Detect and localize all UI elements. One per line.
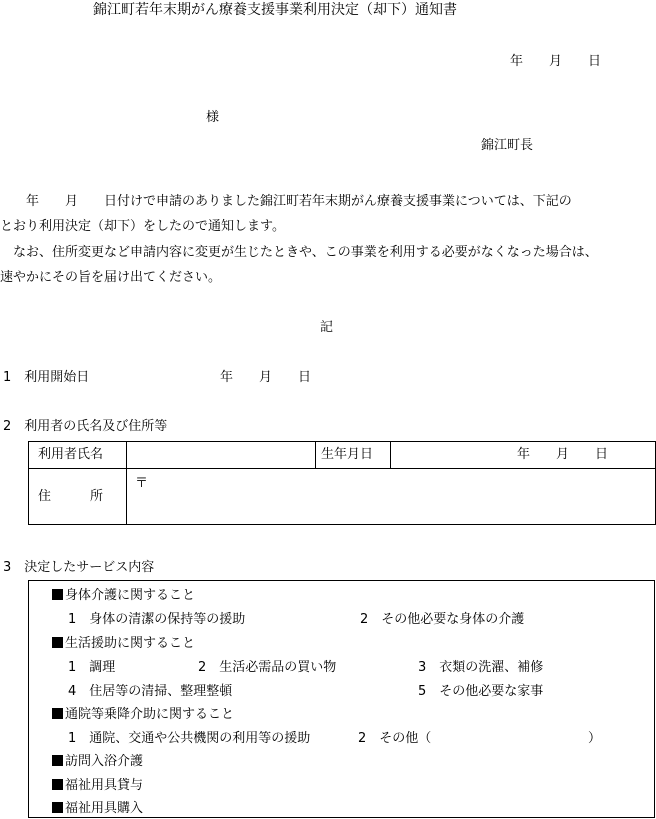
document-title: 錦江町若年末期がん療養支援事業利用決定（却下）通知書 [93, 2, 457, 18]
recipient-suffix: 様 [206, 110, 220, 125]
service-group-heading: 通院等乗降介助に関すること [52, 707, 234, 723]
issue-date: 年 月 日 [510, 54, 602, 69]
section1-label: 1 利用開始日 [3, 370, 90, 385]
service-item: ） [588, 731, 602, 746]
ki-heading: 記 [320, 320, 334, 335]
filled-square-icon [52, 779, 63, 790]
service-item: 1 調理 [68, 660, 116, 675]
user-name-label: 利用者氏名 [38, 447, 104, 462]
service-item: 2 その他必要な身体の介護 [360, 612, 525, 627]
filled-square-icon [52, 708, 63, 719]
service-item: 2 生活必需品の買い物 [198, 660, 337, 675]
service-item: 2 その他（ [358, 731, 432, 746]
user-name-field[interactable] [128, 443, 314, 467]
issuer-name: 錦江町長 [481, 138, 534, 153]
service-item: 1 身体の清潔の保持等の援助 [68, 612, 246, 627]
service-item: 5 その他必要な家事 [418, 684, 544, 699]
body-line-1: 年 月 日付けで申請のありました錦江町若年末期がん療養支援事業については、下記の [0, 194, 572, 209]
service-item: 3 衣類の洗濯、補修 [418, 660, 544, 675]
filled-square-icon [52, 589, 63, 600]
section2-label: 2 利用者の氏名及び住所等 [3, 419, 168, 434]
service-item: 4 住居等の清掃、整理整頓 [68, 684, 233, 699]
filled-square-icon [52, 637, 63, 648]
body-line-3: なお、住所変更など申請内容に変更が生じたときや、この事業を利用する必要がなくなった場合は、 [0, 245, 598, 260]
address-label: 住 所 [38, 489, 104, 504]
service-group-heading: 生活援助に関すること [52, 636, 195, 652]
service-group-heading: 福祉用具貸与 [52, 778, 143, 794]
service-group-heading: 訪問入浴介護 [52, 754, 143, 770]
section3-label: 3 決定したサービス内容 [3, 560, 155, 575]
birth-date-label: 生年月日 [321, 447, 374, 462]
postal-mark: 〒 [135, 476, 149, 491]
start-date: 年 月 日 [220, 370, 312, 385]
body-line-2: とおり利用決定（却下）をしたので通知します。 [0, 219, 285, 234]
body-line-4: 速やかにその旨を届け出てください。 [0, 270, 222, 285]
service-group-heading: 福祉用具購入 [52, 801, 143, 817]
filled-square-icon [52, 802, 63, 813]
filled-square-icon [52, 755, 63, 766]
service-group-heading: 身体介護に関すること [52, 588, 195, 604]
service-item: 1 通院、交通や公共機関の利用等の援助 [68, 731, 311, 746]
birth-date-value: 年 月 日 [517, 447, 609, 462]
